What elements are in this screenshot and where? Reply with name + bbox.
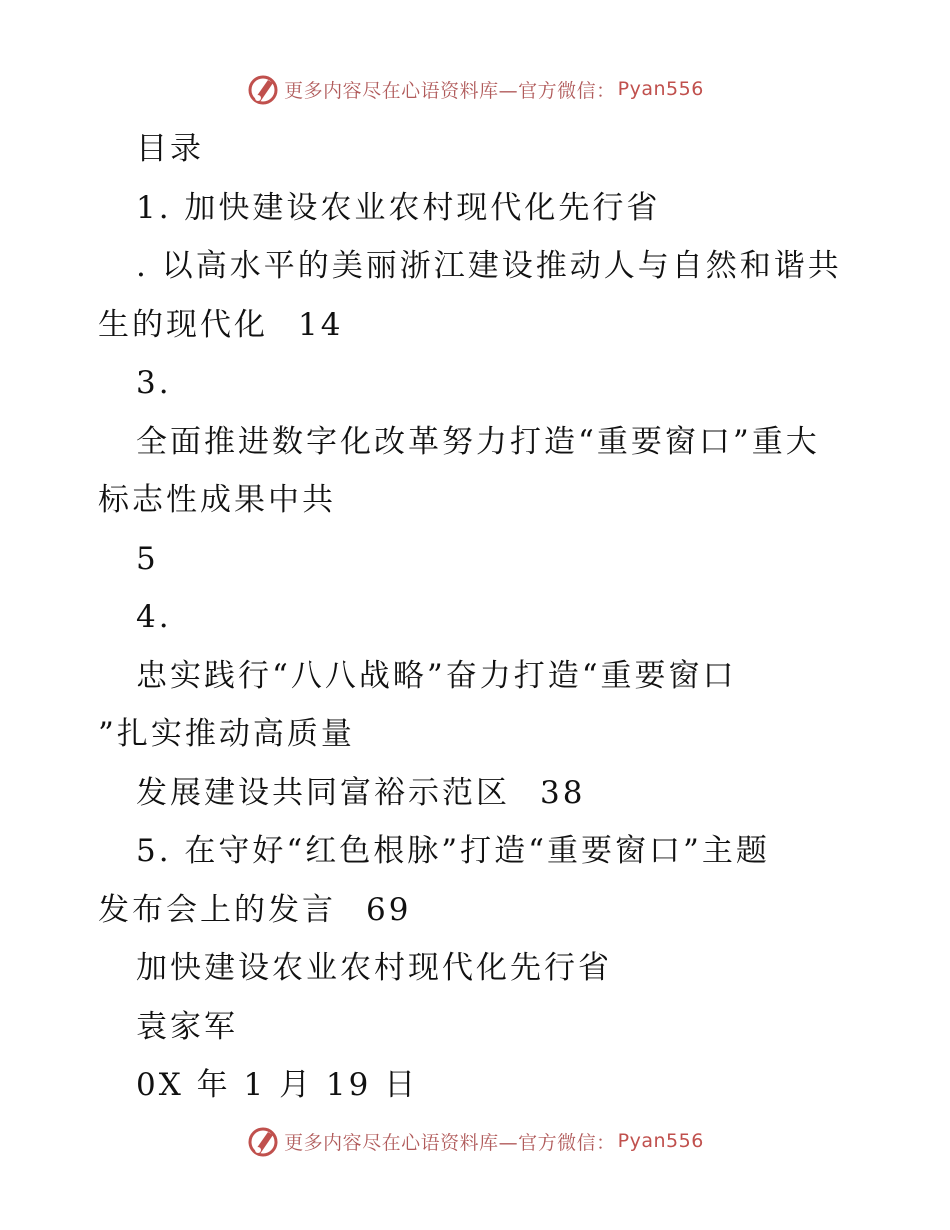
toc-item-5-cont: 发布会上的发言 69	[98, 891, 412, 928]
toc-heading: 目录	[136, 131, 204, 167]
page-number: 38	[540, 774, 586, 811]
pen-logo-icon	[246, 1124, 280, 1158]
article-title: 加快建设农业农村现代化先行省	[136, 950, 612, 986]
toc-item-2: . 以高水平的美丽浙江建设推动人与自然和谐共	[136, 248, 842, 284]
toc-item-4-number: 4.	[136, 599, 172, 635]
toc-item-5: 5. 在守好“红色根脉”打造“重要窗口”主题	[136, 833, 770, 869]
pen-logo-icon	[246, 72, 280, 106]
article-date: 0X 年 1 月 19 日	[136, 1067, 419, 1103]
watermark-text: 更多内容尽在心语资料库—官方微信：	[284, 79, 616, 102]
toc-item-3-number: 3.	[136, 365, 172, 401]
toc-item-3-page: 5	[136, 540, 159, 577]
toc-item-4-cont2: 发展建设共同富裕示范区 38	[136, 774, 586, 811]
toc-item-3: 全面推进数字化改革努力打造“重要窗口”重大	[136, 423, 820, 460]
toc-item-4: 忠实践行“八八战略”奋力打造“重要窗口	[136, 657, 737, 694]
document-body	[98, 120, 858, 1115]
toc-item-1: 1. 加快建设农业农村现代化先行省	[136, 189, 661, 226]
page-number: 69	[366, 891, 412, 928]
page-number: 14	[298, 306, 344, 343]
toc-item-3-cont: 标志性成果中共	[98, 482, 336, 518]
watermark-footer	[0, 1124, 950, 1158]
toc-item-4-cont: ”扎实推动高质量	[98, 716, 355, 752]
article-author: 袁家军	[136, 1008, 238, 1045]
watermark-wechat-id: Pyan556	[617, 78, 704, 100]
watermark-text: 更多内容尽在心语资料库—官方微信：	[284, 1131, 616, 1154]
toc-item-2-cont: 生的现代化 14	[98, 306, 344, 343]
watermark-header	[0, 72, 950, 106]
watermark-wechat-id: Pyan556	[617, 1130, 704, 1152]
